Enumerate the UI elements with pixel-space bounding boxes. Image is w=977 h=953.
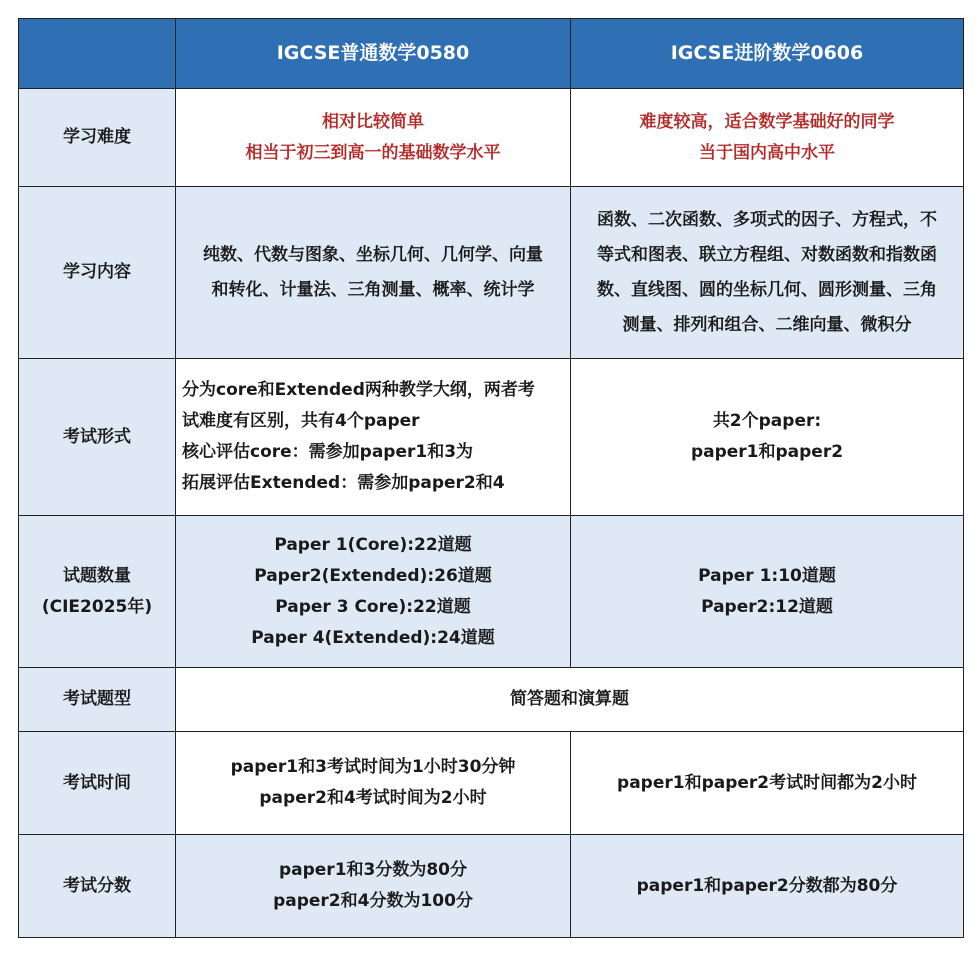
- row-exam-score: [19, 835, 964, 938]
- header-row: [19, 19, 964, 89]
- text-line: Paper 3 Core):22道题: [275, 596, 471, 617]
- text-line: 纯数、代数与图象、坐标几何、几何学、向量: [203, 244, 543, 265]
- text-line: paper2和4考试时间为2小时: [259, 788, 487, 808]
- text-line: 分为core和Extended两种教学大纲，两者考: [182, 380, 535, 400]
- header-corner-cell: [19, 19, 176, 89]
- cell-score-0580: [176, 835, 571, 938]
- text-line: 数、直线图、圆的坐标几何、圆形测量、三角: [597, 279, 937, 300]
- text-line: Paper2:12道题: [701, 596, 833, 617]
- text-line: Paper 1(Core):22道题: [274, 534, 472, 555]
- cell-format-0580: [176, 359, 571, 516]
- header-igcse-0606: IGCSE进阶数学0606: [571, 19, 964, 89]
- cell-content-0606: [571, 187, 964, 359]
- text-line: 试题数量: [63, 565, 131, 586]
- row-exam-time: [19, 732, 964, 835]
- text-line: Paper2(Extended):26道题: [254, 565, 492, 586]
- text-line: paper2和4分数为100分: [273, 891, 473, 911]
- header-igcse-0580: IGCSE普通数学0580: [176, 19, 571, 89]
- row-content: [19, 187, 964, 359]
- text-line: 难度较高，适合数学基础好的同学: [639, 111, 895, 132]
- label-question-type: 考试题型: [19, 668, 176, 732]
- text-line: (CIE2025年): [41, 596, 153, 617]
- row-difficulty: [19, 89, 964, 187]
- cell-format-0606: [571, 359, 964, 516]
- cell-time-0580: [176, 732, 571, 835]
- cell-question-type-merged: 简答题和演算题: [176, 668, 964, 732]
- text-line: 相当于初三到高一的基础数学水平: [245, 142, 501, 163]
- comparison-table: [18, 18, 964, 938]
- text-line: 函数、二次函数、多项式的因子、方程式，不: [597, 209, 937, 230]
- cell-score-0606: paper1和paper2分数都为80分: [571, 835, 964, 938]
- cell-count-0606: [571, 516, 964, 668]
- label-difficulty: 学习难度: [19, 89, 176, 187]
- row-format: [19, 359, 964, 516]
- text-line: Paper 4(Extended):24道题: [251, 627, 495, 648]
- text-line: paper1和3考试时间为1小时30分钟: [230, 757, 516, 777]
- text-line: 和转化、计量法、三角测量、概率、统计学: [211, 279, 535, 300]
- cell-difficulty-0580: [176, 89, 571, 187]
- text-line: paper1和paper2: [690, 442, 844, 462]
- label-exam-time: 考试时间: [19, 732, 176, 835]
- label-question-count: [19, 516, 176, 668]
- text-line: 测量、排列和组合、二维向量、微积分: [622, 314, 912, 335]
- text-line: 拓展评估Extended：需参加paper2和4: [182, 473, 505, 493]
- text-line: 相对比较简单: [322, 111, 424, 132]
- text-line: 核心评估core：需参加paper1和3为: [182, 442, 474, 462]
- text-line: Paper 1:10道题: [698, 565, 836, 586]
- text-line: 共2个paper:: [712, 411, 822, 431]
- text-line: 试难度有区别，共有4个paper: [182, 411, 420, 431]
- row-question-count: [19, 516, 964, 668]
- cell-count-0580: [176, 516, 571, 668]
- row-question-type: [19, 668, 964, 732]
- text-line: 当于国内高中水平: [699, 142, 835, 163]
- label-exam-score: 考试分数: [19, 835, 176, 938]
- label-content: 学习内容: [19, 187, 176, 359]
- cell-difficulty-0606: [571, 89, 964, 187]
- cell-time-0606: paper1和paper2考试时间都为2小时: [571, 732, 964, 835]
- label-format: 考试形式: [19, 359, 176, 516]
- text-line: 等式和图表、联立方程组、对数函数和指数函: [597, 244, 937, 265]
- text-line: paper1和3分数为80分: [278, 860, 468, 880]
- cell-content-0580: [176, 187, 571, 359]
